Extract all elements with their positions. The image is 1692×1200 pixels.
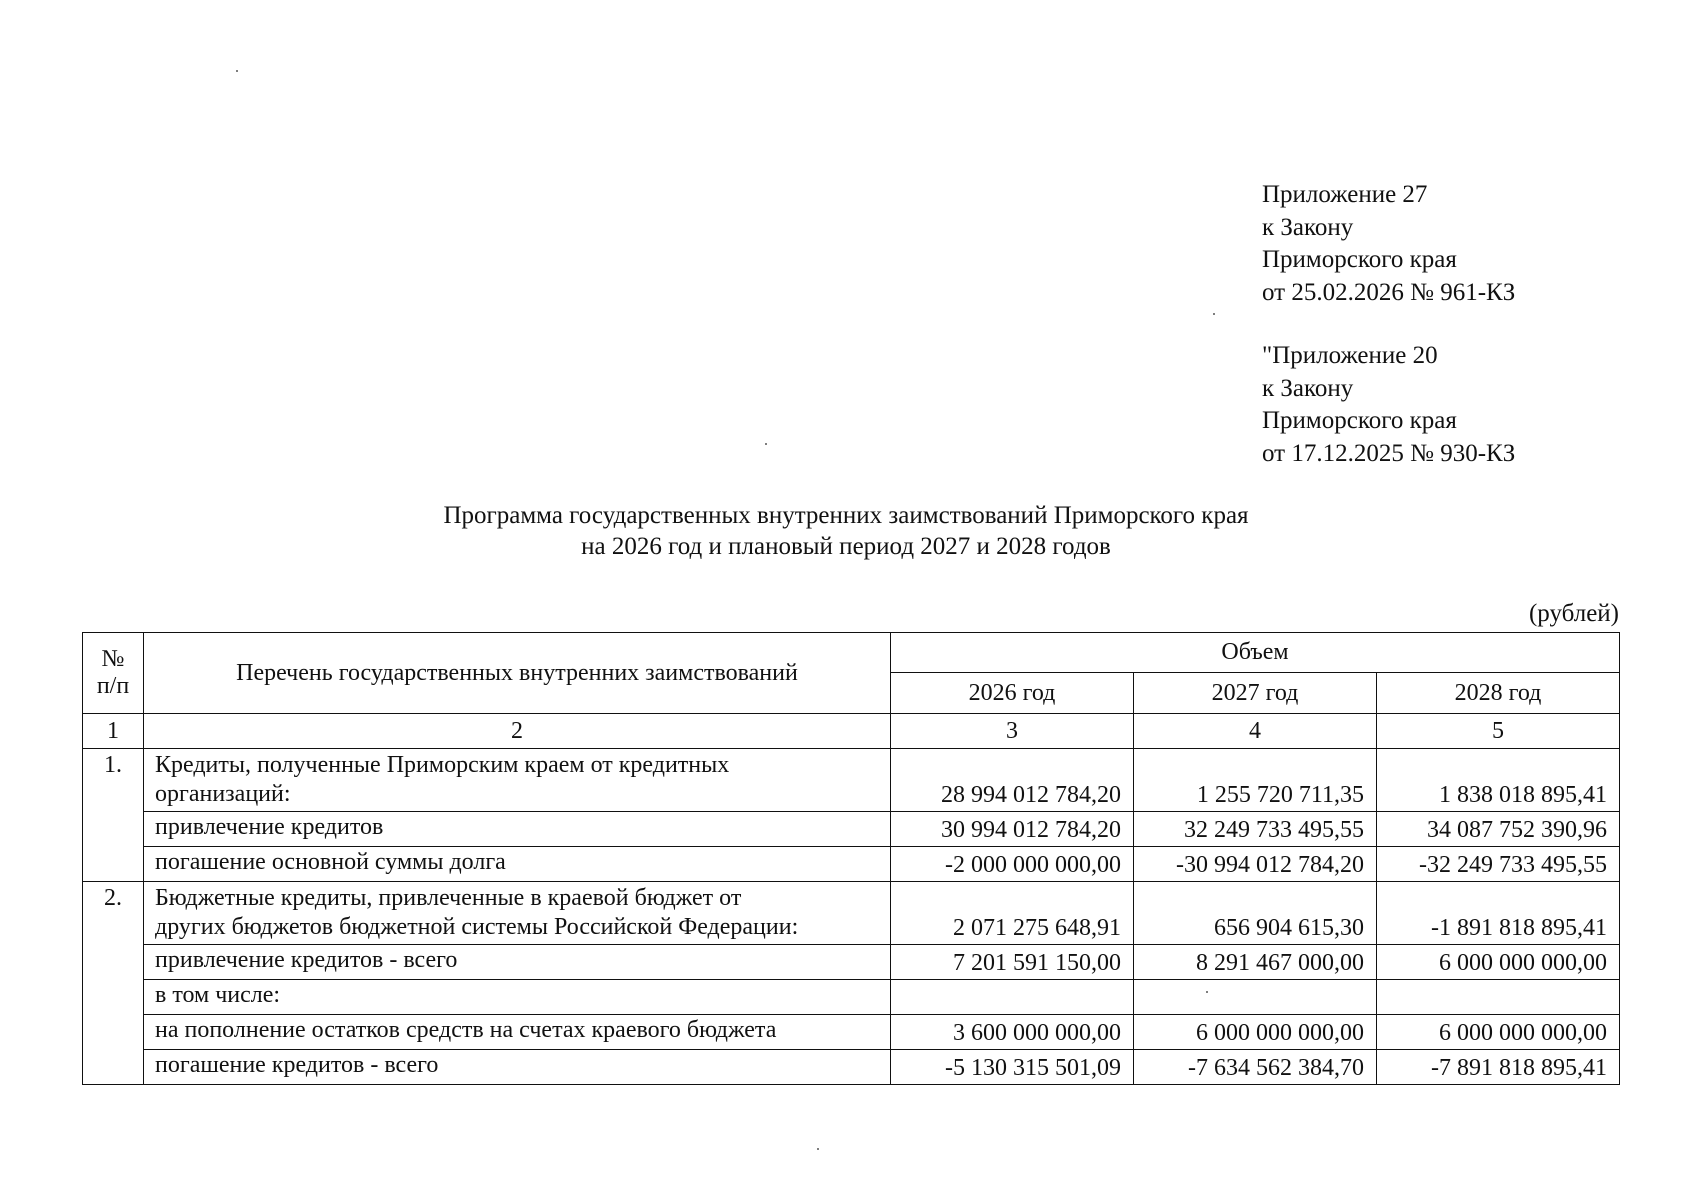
row-name <box>144 749 891 812</box>
document-title-line2: на 2026 год и плановый период 2027 и 2028 годов <box>581 533 1111 560</box>
annex-current-line2: к Закону <box>1262 213 1354 241</box>
row-name-line1: Бюджетные кредиты, привлеченные в краевой бюджет от <box>155 885 742 911</box>
scan-speck <box>1206 991 1208 993</box>
value-2026: -5 130 315 501,09 <box>891 1050 1134 1085</box>
value-2028: -7 891 818 895,41 <box>1377 1050 1620 1085</box>
value-2027: 1 255 720 711,35 <box>1134 749 1377 812</box>
header-number-line2: п/п <box>96 673 130 699</box>
column-number-4: 4 <box>1134 714 1377 749</box>
row-name: погашение основной суммы долга <box>144 847 891 882</box>
value-2028 <box>1377 980 1620 1015</box>
section-number: 1. <box>83 749 144 882</box>
value-2027 <box>1134 980 1377 1015</box>
table-row <box>83 1015 1620 1050</box>
scan-speck <box>765 443 767 445</box>
value-2027: 32 249 733 495,55 <box>1134 812 1377 847</box>
column-number-2: 2 <box>144 714 891 749</box>
column-number-5: 5 <box>1377 714 1620 749</box>
row-name-line2: других бюджетов бюджетной системы Российской Федерации: <box>155 914 799 940</box>
value-2027: 6 000 000 000,00 <box>1134 1015 1377 1050</box>
value-2027: 656 904 615,30 <box>1134 882 1377 945</box>
row-name-line2: организаций: <box>155 781 291 807</box>
annex-previous-line1: "Приложение 20 <box>1262 342 1438 369</box>
value-2028: -32 249 733 495,55 <box>1377 847 1620 882</box>
annex-reference-previous <box>1262 340 1515 470</box>
annex-current-line1: Приложение 27 <box>1262 181 1428 208</box>
value-2028: 6 000 000 000,00 <box>1377 1015 1620 1050</box>
row-name-line1: Кредиты, полученные Приморским краем от кредитных <box>155 752 730 778</box>
table-row <box>83 980 1620 1015</box>
section-number: 2. <box>83 882 144 1085</box>
annex-reference-current <box>1262 179 1515 309</box>
table-row <box>83 882 1620 945</box>
value-2028: 34 087 752 390,96 <box>1377 812 1620 847</box>
table-row <box>83 847 1620 882</box>
document-title-line1: Программа государственных внутренних заимствований Приморского края <box>443 502 1249 529</box>
borrowings-table <box>82 632 1620 1085</box>
row-name: привлечение кредитов <box>144 812 891 847</box>
scan-speck <box>817 1148 819 1150</box>
value-2026 <box>891 980 1134 1015</box>
annex-current-line4: от 25.02.2026 № 961-КЗ <box>1262 278 1516 306</box>
table-row <box>83 812 1620 847</box>
row-name <box>144 882 891 945</box>
value-2028: 6 000 000 000,00 <box>1377 945 1620 980</box>
header-year-2026: 2026 год <box>891 673 1134 714</box>
table-row <box>83 1050 1620 1085</box>
row-name: в том числе: <box>144 980 891 1015</box>
annex-current-line3: Приморского края <box>1262 246 1457 273</box>
value-2027: 8 291 467 000,00 <box>1134 945 1377 980</box>
table-header-row <box>83 633 1620 673</box>
row-name: на пополнение остатков средств на счетах краевого бюджета <box>144 1015 891 1050</box>
header-number-cell <box>83 633 144 714</box>
table-row <box>83 945 1620 980</box>
table-row <box>83 749 1620 812</box>
row-name: погашение кредитов - всего <box>144 1050 891 1085</box>
annex-previous-line4: от 17.12.2025 № 930-КЗ <box>1262 439 1516 467</box>
scan-speck <box>236 70 238 72</box>
value-2027: -30 994 012 784,20 <box>1134 847 1377 882</box>
value-2027: -7 634 562 384,70 <box>1134 1050 1377 1085</box>
value-2028: -1 891 818 895,41 <box>1377 882 1620 945</box>
annex-previous-line2: к Закону <box>1262 374 1354 402</box>
value-2026: 3 600 000 000,00 <box>891 1015 1134 1050</box>
column-numbers-row <box>83 714 1620 749</box>
value-2026: 2 071 275 648,91 <box>891 882 1134 945</box>
header-list-cell: Перечень государственных внутренних заимствований <box>144 633 891 714</box>
document-title <box>0 500 1692 562</box>
scan-speck <box>1213 313 1215 315</box>
units-label: (рублей) <box>1528 600 1619 627</box>
value-2026: -2 000 000 000,00 <box>891 847 1134 882</box>
header-volume-cell: Объем <box>891 633 1620 673</box>
header-year-2028: 2028 год <box>1377 673 1620 714</box>
column-number-1: 1 <box>83 714 144 749</box>
header-year-2027: 2027 год <box>1134 673 1377 714</box>
row-name: привлечение кредитов - всего <box>144 945 891 980</box>
annex-previous-line3: Приморского края <box>1262 407 1457 434</box>
value-2028: 1 838 018 895,41 <box>1377 749 1620 812</box>
column-number-3: 3 <box>891 714 1134 749</box>
header-number-line1: № <box>101 646 125 672</box>
value-2026: 7 201 591 150,00 <box>891 945 1134 980</box>
value-2026: 30 994 012 784,20 <box>891 812 1134 847</box>
value-2026: 28 994 012 784,20 <box>891 749 1134 812</box>
